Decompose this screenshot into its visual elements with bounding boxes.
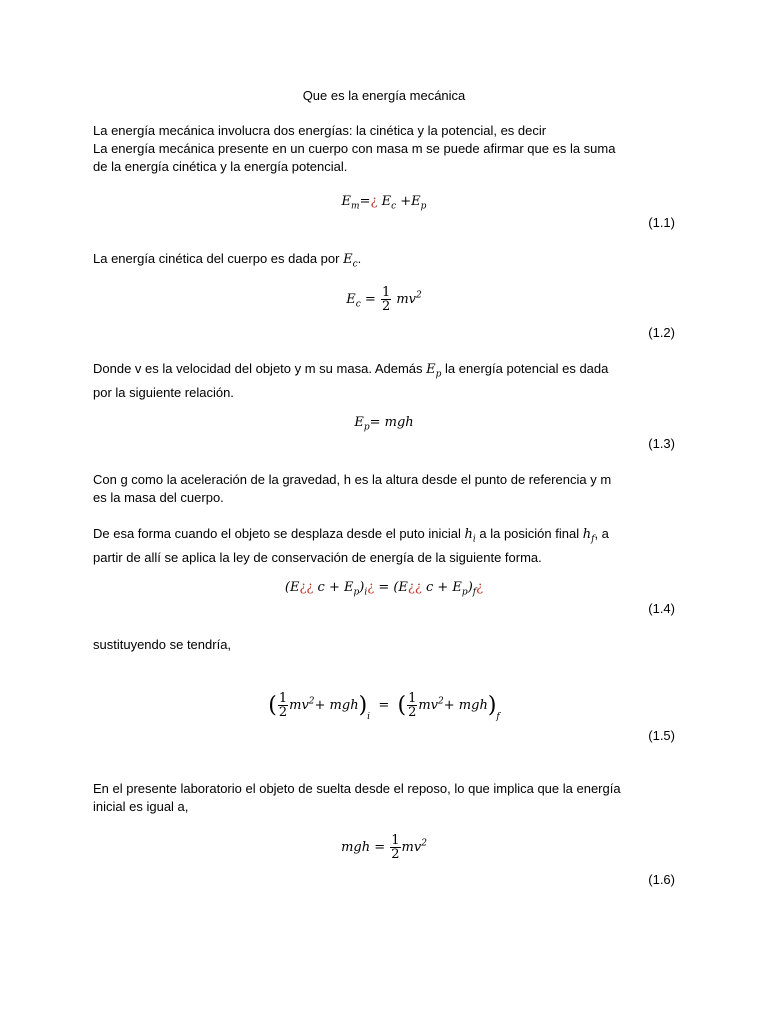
kinetic-symbol: $E_c$ — [343, 252, 358, 270]
potential-line-2: por la siguiente relación. — [93, 384, 234, 400]
laboratory-line-1: En el presente laboratorio el objeto de suelta desde el reposo, lo que implica que la energía — [93, 781, 621, 796]
equation-1-4: (E¿¿ $c + E_p)_i¿$ = (E¿¿ $c + E_p)_f¿$ — [284, 580, 484, 598]
intro-line-3: de la energía cinética y la energía potencial. — [93, 159, 348, 174]
page-title: Que es la energía mecánica — [302, 88, 466, 103]
paragraph-intro — [93, 122, 678, 176]
equation-1-2: $E_c$ = $\frac{1}{2}$ $mv^2$ — [346, 285, 422, 314]
paragraph-gravity — [93, 471, 678, 507]
potential-symbol: $E_p$ — [426, 362, 442, 380]
equation-number-1-3: (1.3) — [648, 436, 675, 451]
laboratory-line-2: inicial es igual a, — [93, 799, 189, 814]
equation-number-1-1: (1.1) — [648, 215, 675, 230]
paragraph-laboratory — [93, 780, 678, 816]
conservation-text-a: De esa forma cuando el objeto se desplaza desde el puto inicial — [93, 526, 461, 541]
equation-1-3: $E_p=$ mgh — [354, 415, 414, 433]
equation-1-5: ( $\frac{1}{2}$ $mv^2+ mgh)_i$ = ( $\frac{1}{2}$ $mv^2+ mgh)_f$ — [268, 691, 500, 722]
paragraph-substitution: sustituyendo se tendría, — [93, 637, 232, 652]
equation-number-1-5: (1.5) — [648, 728, 675, 743]
equation-number-1-4: (1.4) — [648, 601, 675, 616]
conservation-text-b: a la posición final — [479, 526, 580, 541]
equation-number-1-6: (1.6) — [648, 872, 675, 887]
gravity-line-2: es la masa del cuerpo. — [93, 490, 224, 505]
potential-text-b: la energía potencial es dada — [445, 361, 609, 376]
paragraph-potential — [93, 360, 678, 402]
intro-line-2: La energía mecánica presente en un cuerpo con masa m se puede afirmar que es la suma — [93, 141, 616, 156]
intro-line-1: La energía mecánica involucra dos energías: la cinética y la potencial, es decir — [93, 123, 547, 138]
equation-number-1-2: (1.2) — [648, 325, 675, 340]
conservation-text-c: , a — [594, 526, 609, 541]
gravity-line-1: Con g como la aceleración de la gravedad, h es la altura desde el punto de referencia y m — [93, 472, 612, 487]
h-initial-symbol: $h_i$ — [464, 527, 476, 545]
paragraph-kinetic: La energía cinética del cuerpo es dada por $E_c$. — [93, 251, 362, 270]
paragraph-conservation — [93, 525, 678, 567]
h-final-symbol: $h_f$ — [582, 527, 595, 545]
potential-text-a: Donde v es la velocidad del objeto y m su masa. Además — [93, 361, 423, 376]
conservation-line-2: partir de allí se aplica la ley de conservación de energía de la siguiente forma. — [93, 549, 542, 565]
kinetic-text: La energía cinética del cuerpo es dada por — [93, 251, 340, 266]
equation-1-6: mgh = $\frac{1}{2}$ $mv^2$ — [341, 833, 427, 862]
equation-1-1: $E_m=¿$ $E_c +E_p$ — [341, 194, 427, 212]
